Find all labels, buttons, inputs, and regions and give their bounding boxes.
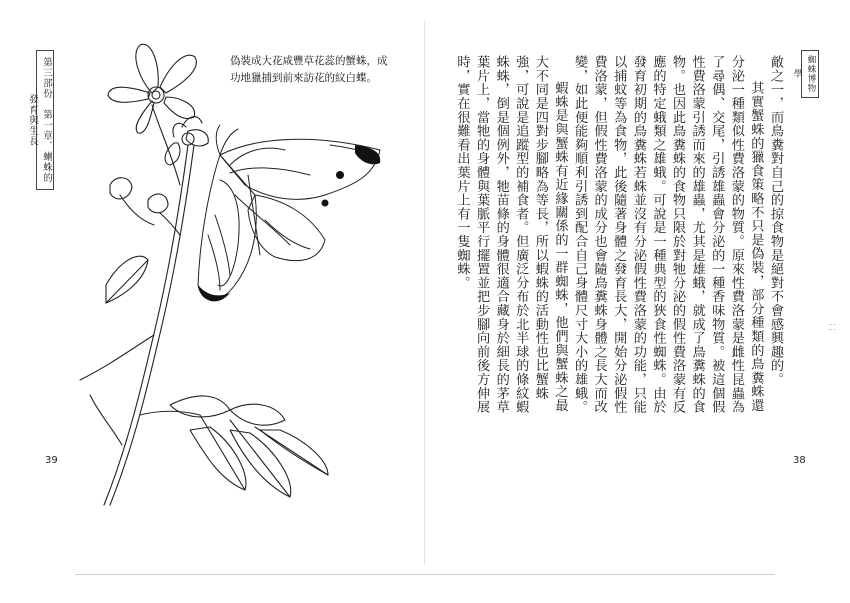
right-page-number: 38 bbox=[793, 455, 806, 466]
right-side-header: 蜘蛛博物學 bbox=[801, 50, 819, 98]
left-page-number: 39 bbox=[45, 455, 58, 466]
left-side-header: 第三部份 第一章．蝲蛛的發育與生長 bbox=[36, 50, 54, 190]
page-gutter bbox=[424, 20, 425, 565]
paragraph-3: 蝦蛛是與蟹蛛有近緣關係的一群蜘蛛，他們與蟹蛛之最大不同是四對步腳略為等長，所以蝦蛛的活動性也比蟹蛛強，可說是追蹤型的補食者。但廣泛分布於北半球的條紋蝦蛛蛛，倒是個例外，牠苗條的身體很適合藏身於細長的茅草葉片上，當牠的身體與葉脈平行擺置並把步腳向前後方伸展時，實在很難看出葉片上有一隻蜘蛛。 bbox=[454, 55, 568, 414]
flower-buds bbox=[110, 178, 180, 235]
paragraph-1: 敵之一，而鳥糞對自己的掠食物是絕對不會感興趣的。 bbox=[768, 55, 783, 387]
illustration-caption: 偽裝成大花咸豐草花蕊的蟹蛛，成功地獵捕到前來訪花的紋白蝶。 bbox=[230, 55, 388, 84]
edge-marks: ⁚⁚⁚ bbox=[828, 323, 836, 332]
butterfly bbox=[198, 125, 380, 300]
bottom-rule bbox=[75, 574, 775, 575]
body-text bbox=[454, 55, 785, 425]
spider-butterfly-illustration bbox=[70, 35, 400, 515]
top-flower bbox=[108, 44, 196, 133]
paragraph-2: 其實蟹蛛的獵食策略不只是偽裝，部分種類的鳥糞蛛還分泌一種類似性費洛蒙的物質。原來性費洛蒙是雌性昆蟲為了尋偶、交尾，引誘雄蟲會分泌的一種香味物質。被這個假性費洛蒙引誘而來的雄蟲，尤其是雄蛾，就成了鳥糞蛛的食物。也因此鳥糞蛛的食物只限於對牠分泌的假性費洛蒙有反應的特定蛾類之雄蛾。可說是一種典型的狹食性蜘蛛。由於發育初期的鳥糞蛛若蛛並沒有分泌假性費洛蒙的功能，只能以捕蚊等為食物，此後隨著身體之發育長大，開始分泌假性費洛蒙，但假性費洛蒙的成分也會隨鳥糞蛛身體之長大而改變，如此便能夠順利引誘到配合自己身體尺寸大小的雄蛾。 bbox=[572, 55, 764, 414]
lower-leaves bbox=[140, 396, 328, 497]
